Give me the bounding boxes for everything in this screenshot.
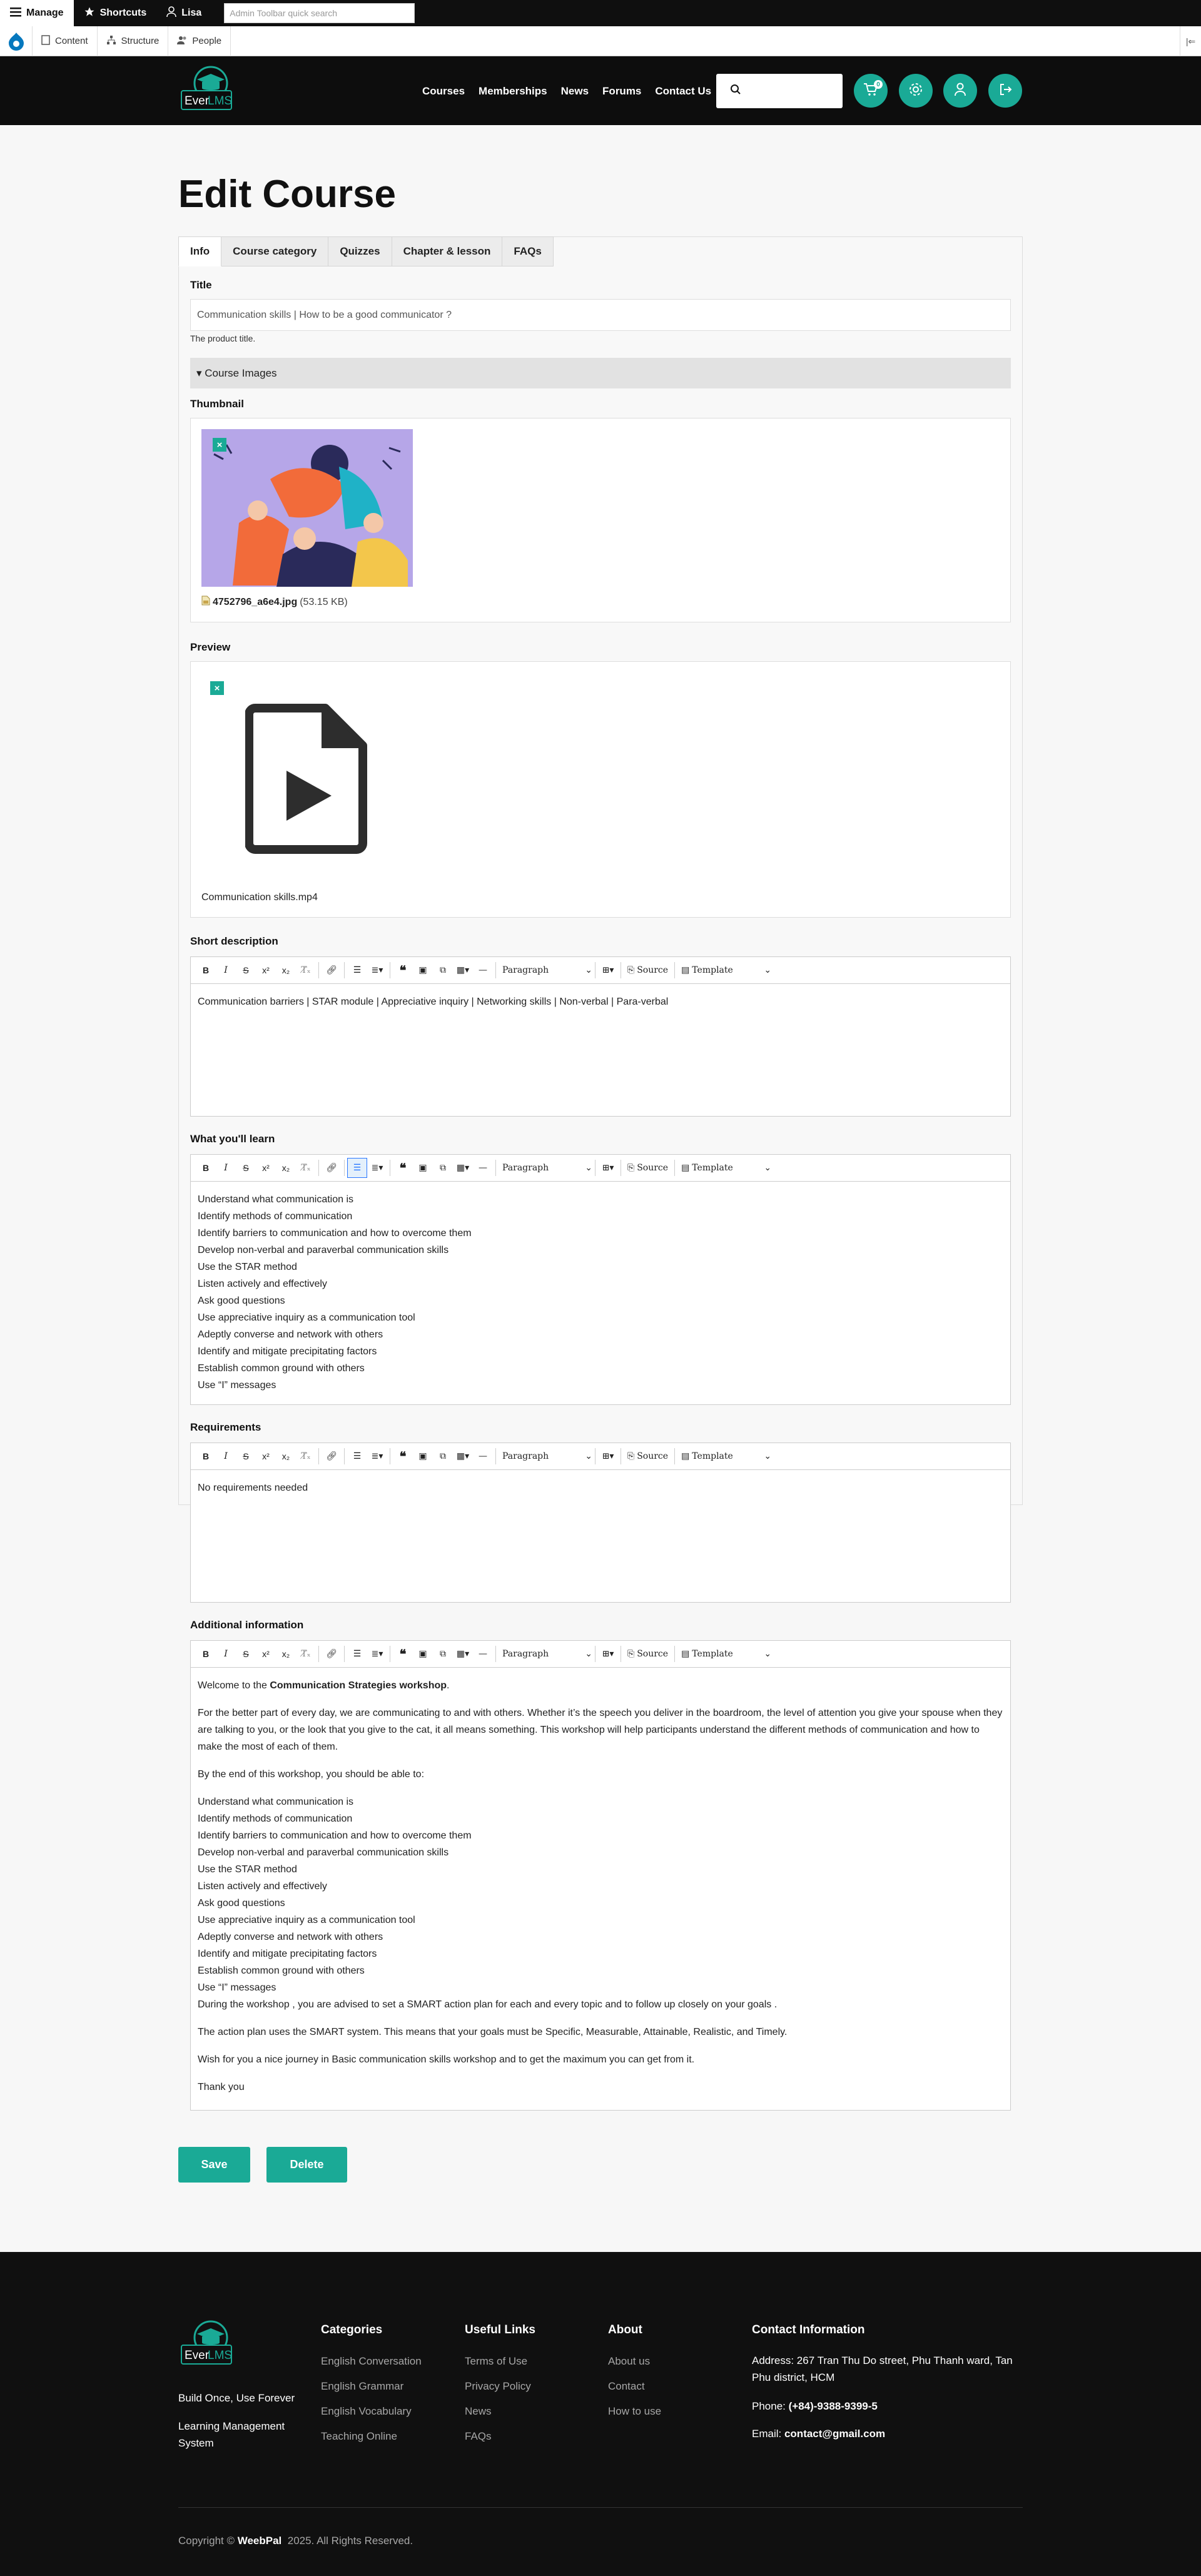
- media-embed-icon[interactable]: ⊞▾: [602, 1649, 614, 1659]
- strikethrough-icon[interactable]: S: [243, 1163, 249, 1173]
- thumbnail-file-link[interactable]: 4752796_a6e4.jpg: [213, 596, 298, 607]
- editor-toolbar: [191, 1641, 1010, 1668]
- welcome-text: Welcome to the: [198, 1680, 270, 1691]
- star-icon: [84, 6, 95, 21]
- chevron-down-icon: ⌄: [764, 965, 772, 975]
- short-description-content[interactable]: [191, 985, 1010, 1116]
- blockquote-icon[interactable]: ❝: [399, 1161, 407, 1175]
- image-insert-icon[interactable]: ⧉: [440, 965, 446, 975]
- media-embed-icon[interactable]: ⊞▾: [602, 965, 614, 975]
- footer-address: Address: 267 Tran Thu Do street, Phu Thanh ward, Tan Phu district, HCM: [752, 2355, 1013, 2383]
- chevron-down-icon: ⌄: [764, 1451, 772, 1461]
- footer-about-title: About: [608, 2323, 642, 2336]
- editor-toolbar: [191, 1443, 1010, 1470]
- objectives-list: [198, 1793, 1003, 2013]
- italic-icon[interactable]: I: [224, 1649, 228, 1659]
- tray-item-content[interactable]: [33, 26, 98, 56]
- tab-course-category[interactable]: Course category: [221, 236, 328, 266]
- structure-icon: [106, 35, 116, 48]
- copyright-suffix: 2025. All Rights Reserved.: [281, 2535, 413, 2547]
- objective-item: Ask good questions: [198, 1898, 285, 1909]
- toolbar-separator: [495, 1448, 496, 1464]
- nav-courses[interactable]: Courses: [422, 85, 465, 97]
- template-icon: ▤: [681, 1649, 690, 1659]
- account-button[interactable]: [943, 74, 977, 108]
- smart-paragraph: The action plan uses the SMART system. This means that your goals must be Specific, Measurable, Attainable, Realistic, and Timely.: [198, 2027, 788, 2037]
- paragraph-label: Paragraph: [502, 1451, 549, 1461]
- link-icon[interactable]: 🔗︎: [326, 1451, 337, 1461]
- nav-news[interactable]: News: [560, 85, 589, 97]
- toolbar-separator: [674, 1448, 675, 1464]
- editor-toolbar: [191, 957, 1010, 984]
- tab-faqs[interactable]: FAQs: [502, 236, 553, 266]
- template-dropdown[interactable]: [677, 1644, 771, 1664]
- learn-editor: [190, 1154, 1011, 1405]
- source-icon: ⎘: [627, 1163, 635, 1173]
- user-button[interactable]: [156, 0, 211, 26]
- table-icon[interactable]: ▦▾: [456, 1163, 470, 1173]
- image-insert-icon[interactable]: ⧉: [440, 1649, 446, 1659]
- wish-paragraph: Wish for you a nice journey in Basic communication skills workshop and to get the maximum you can get from it.: [198, 2054, 695, 2065]
- tray-item-structure[interactable]: [98, 26, 169, 56]
- copyright-brand[interactable]: WeebPal: [237, 2535, 282, 2547]
- link-icon[interactable]: 🔗︎: [326, 1649, 337, 1659]
- learn-item: Adeptly converse and network with others: [198, 1329, 383, 1340]
- preview-label: Preview: [190, 641, 231, 653]
- form-tabs: [178, 236, 554, 266]
- toolbar-separator: [495, 1646, 496, 1662]
- media-embed-icon[interactable]: ⊞▾: [602, 1163, 614, 1173]
- preview-file-name: Communication skills.mp4: [201, 892, 318, 903]
- paragraph-dropdown[interactable]: [499, 1446, 592, 1466]
- learn-item: Listen actively and effectively: [198, 1279, 327, 1289]
- bulleted-list-icon[interactable]: ☰: [353, 1451, 362, 1461]
- italic-icon[interactable]: I: [224, 1163, 228, 1173]
- nav-forums[interactable]: Forums: [602, 85, 642, 97]
- bulleted-list-icon[interactable]: ☰: [353, 1649, 362, 1659]
- numbered-list-icon[interactable]: ≣▾: [371, 1649, 383, 1659]
- logo-text-lms: LMS: [208, 2349, 233, 2362]
- image-upload-icon[interactable]: ▣: [418, 965, 427, 975]
- settings-button[interactable]: [899, 74, 933, 108]
- toolbar-separator: [318, 1160, 319, 1176]
- requirements-text: No requirements needed: [198, 1483, 308, 1493]
- link-icon[interactable]: 🔗︎: [326, 965, 337, 975]
- short-description-label: Short description: [190, 935, 278, 947]
- tray-item-label: People: [192, 36, 222, 46]
- template-icon: ▤: [681, 1451, 690, 1461]
- paragraph-label: Paragraph: [502, 1163, 549, 1173]
- main-nav: [422, 79, 711, 104]
- superscript-icon[interactable]: x²: [262, 1163, 270, 1173]
- template-dropdown[interactable]: [677, 960, 771, 980]
- image-upload-icon[interactable]: ▣: [418, 1649, 427, 1659]
- search-icon[interactable]: [730, 84, 741, 98]
- bold-icon[interactable]: B: [202, 965, 210, 975]
- numbered-list-icon[interactable]: ≣▾: [371, 1451, 383, 1461]
- requirements-label: Requirements: [190, 1421, 261, 1433]
- template-label: Template: [692, 1163, 733, 1173]
- email-label: Email:: [752, 2428, 784, 2440]
- admin-tray: [0, 26, 1201, 56]
- people-icon: [177, 35, 187, 48]
- tab-quizzes[interactable]: Quizzes: [328, 236, 392, 266]
- footer-logo[interactable]: [178, 2319, 235, 2372]
- requirements-editor: [190, 1443, 1011, 1603]
- table-icon[interactable]: ▦▾: [456, 965, 470, 975]
- source-label: Source: [637, 1451, 669, 1461]
- short-description-text: Communication barriers | STAR module | Appreciative inquiry | Networking skills | Non-verbal | Para-verbal: [198, 996, 669, 1007]
- footer-tagline: Build Once, Use Forever: [178, 2392, 295, 2404]
- footer-link-about-us[interactable]: About us: [608, 2355, 651, 2367]
- close-icon: ×: [214, 682, 220, 694]
- learn-item: Identify methods of communication: [198, 1211, 353, 1222]
- logo-text-ever: Ever: [185, 94, 210, 108]
- chevron-down-icon: ⌄: [764, 1163, 772, 1173]
- table-icon[interactable]: ▦▾: [456, 1649, 470, 1659]
- source-icon: ⎘: [627, 1451, 635, 1461]
- learn-item: Establish common ground with others: [198, 1363, 365, 1374]
- chevron-down-icon: ⌄: [585, 1163, 592, 1173]
- strikethrough-icon[interactable]: S: [243, 1451, 249, 1461]
- blockquote-icon[interactable]: ❝: [399, 963, 407, 978]
- learn-item: Use appreciative inquiry as a communication tool: [198, 1312, 415, 1323]
- image-insert-icon[interactable]: ⧉: [440, 1451, 446, 1461]
- link-icon[interactable]: 🔗︎: [326, 1163, 337, 1173]
- learn-item: Ask good questions: [198, 1296, 285, 1306]
- manage-label: Manage: [26, 8, 64, 18]
- logout-icon: [998, 83, 1012, 99]
- image-upload-icon[interactable]: ▣: [418, 1451, 427, 1461]
- footer-contact-title: Contact Information: [752, 2323, 865, 2336]
- paragraph-label: Paragraph: [502, 965, 549, 975]
- subscript-icon[interactable]: x₂: [281, 1649, 290, 1659]
- paragraph-dropdown[interactable]: [499, 1644, 592, 1664]
- editor-toolbar: [191, 1155, 1010, 1182]
- requirements-content[interactable]: [191, 1471, 1010, 1602]
- table-icon[interactable]: ▦▾: [456, 1451, 470, 1461]
- media-embed-icon[interactable]: ⊞▾: [602, 1451, 614, 1461]
- source-button[interactable]: [624, 1446, 672, 1466]
- toolbar-separator: [344, 962, 345, 978]
- thumbnail-image: [201, 429, 413, 587]
- delete-button[interactable]: Delete: [266, 2147, 347, 2183]
- strikethrough-icon[interactable]: S: [243, 965, 249, 975]
- footer-divider: [178, 2507, 1023, 2508]
- thumbnail-file-info: [201, 596, 348, 609]
- toolbar-separator: [344, 1646, 345, 1662]
- manage-button[interactable]: [0, 0, 74, 26]
- horizontal-line-icon[interactable]: —: [479, 1451, 487, 1461]
- footer-link-contact[interactable]: Contact: [608, 2380, 645, 2392]
- remove-thumbnail-button[interactable]: [213, 438, 226, 452]
- document-icon: [41, 35, 50, 48]
- tray-orientation-icon[interactable]: |⇐: [1180, 26, 1201, 56]
- save-button[interactable]: Save: [178, 2147, 250, 2183]
- remove-format-icon[interactable]: T̸ₓ: [301, 1451, 311, 1461]
- numbered-list-icon[interactable]: ≣▾: [371, 965, 383, 975]
- title-description: The product title.: [190, 333, 256, 343]
- footer-categories-title: Categories: [321, 2323, 383, 2336]
- bulleted-list-icon[interactable]: ☰: [353, 965, 362, 975]
- thumbnail-label: Thumbnail: [190, 398, 244, 410]
- bold-icon[interactable]: B: [202, 1649, 210, 1659]
- objective-item: Identify and mitigate precipitating factors: [198, 1949, 377, 1959]
- remove-preview-button[interactable]: [210, 681, 224, 695]
- objective-item: Develop non-verbal and paraverbal communication skills: [198, 1847, 449, 1858]
- learn-item: Identify and mitigate precipitating factors: [198, 1346, 377, 1357]
- paragraph-label: Paragraph: [502, 1649, 549, 1659]
- learn-item: Develop non-verbal and paraverbal communication skills: [198, 1245, 449, 1255]
- learn-item: Understand what communication is: [198, 1194, 354, 1205]
- superscript-icon[interactable]: x²: [262, 965, 270, 975]
- objective-item: Use appreciative inquiry as a communication tool: [198, 1915, 415, 1925]
- blockquote-icon[interactable]: ❝: [399, 1449, 407, 1464]
- footer-link-english-conversation[interactable]: English Conversation: [321, 2355, 422, 2367]
- video-file-icon: [245, 703, 368, 858]
- source-label: Source: [637, 965, 669, 975]
- thanks-paragraph: Thank you: [198, 2082, 245, 2092]
- subscript-icon[interactable]: x₂: [281, 1163, 290, 1173]
- remove-format-icon[interactable]: T̸ₓ: [301, 1163, 311, 1173]
- user-icon: [166, 6, 176, 21]
- bold-icon[interactable]: B: [202, 1163, 210, 1173]
- intro-paragraph: For the better part of every day, we are communicating to and with others. Whether it’s the speech you deliver in the boardroom, the level of attention you give your spouse when they are talking to you, or the look that you give to the cat, it all means something. This workshop will help participants understand the different methods of communication and how to make the most of each of them.: [198, 1708, 1003, 1752]
- admin-toolbar: [0, 0, 1201, 26]
- paragraph-dropdown[interactable]: [499, 960, 592, 980]
- footer-link-teaching-online[interactable]: Teaching Online: [321, 2430, 397, 2442]
- remove-format-icon[interactable]: T̸ₓ: [301, 1649, 311, 1659]
- horizontal-line-icon[interactable]: —: [479, 965, 487, 975]
- source-label: Source: [637, 1163, 669, 1173]
- objectives-intro: By the end of this workshop, you should be able to:: [198, 1769, 425, 1780]
- footer-phone: [752, 2398, 878, 2415]
- paragraph-dropdown[interactable]: [499, 1158, 592, 1178]
- objective-item: Use “I” messages: [198, 1982, 276, 1993]
- tray-item-people[interactable]: [168, 26, 231, 56]
- footer-link-news[interactable]: News: [465, 2405, 492, 2417]
- site-footer: [0, 2252, 1201, 2576]
- image-file-icon: [201, 596, 210, 609]
- image-insert-icon[interactable]: ⧉: [440, 1163, 446, 1173]
- template-label: Template: [692, 1451, 733, 1461]
- close-icon: ×: [216, 439, 223, 450]
- source-icon: ⎘: [627, 965, 635, 975]
- template-icon: ▤: [681, 1163, 690, 1173]
- learn-item: Identify barriers to communication and how to overcome them: [198, 1228, 472, 1239]
- tab-info[interactable]: Info: [178, 236, 221, 266]
- objective-item: During the workshop , you are advised to set a SMART action plan for each and every topic and to follow up closely on your goals .: [198, 1999, 778, 2010]
- subscript-icon[interactable]: x₂: [281, 1451, 290, 1461]
- template-icon: ▤: [681, 965, 690, 975]
- page-title: Edit Course: [178, 173, 396, 216]
- tray-item-label: Structure: [121, 36, 160, 46]
- logo-text-ever: Ever: [185, 2349, 210, 2362]
- objective-item: Adeptly converse and network with others: [198, 1932, 383, 1942]
- phone-label: Phone:: [752, 2400, 789, 2412]
- cart-count-badge: 0: [874, 80, 883, 89]
- welcome-paragraph: [198, 1677, 1003, 1694]
- toolbar-separator: [674, 1646, 675, 1662]
- footer-link-faqs[interactable]: FAQs: [465, 2430, 492, 2442]
- toolbar-separator: [674, 962, 675, 978]
- toolbar-separator: [318, 1448, 319, 1464]
- footer-link-terms[interactable]: Terms of Use: [465, 2355, 528, 2367]
- subscript-icon[interactable]: x₂: [281, 965, 290, 975]
- footer-link-privacy[interactable]: Privacy Policy: [465, 2380, 531, 2392]
- learn-label: What you'll learn: [190, 1133, 275, 1145]
- source-button[interactable]: [624, 1644, 672, 1664]
- course-images-summary[interactable]: ▾ Course Images: [190, 358, 1011, 388]
- toolbar-separator: [344, 1160, 345, 1176]
- logo-text-lms: LMS: [208, 94, 233, 108]
- italic-icon[interactable]: I: [224, 1451, 228, 1461]
- objective-item: Listen actively and effectively: [198, 1881, 327, 1892]
- italic-icon[interactable]: I: [224, 965, 228, 975]
- cart-button[interactable]: [854, 74, 888, 108]
- footer-link-english-vocabulary[interactable]: English Vocabulary: [321, 2405, 412, 2417]
- additional-info-editor: [190, 1640, 1011, 2111]
- toolbar-separator: [674, 1160, 675, 1176]
- footer-copyright: [178, 2535, 413, 2547]
- source-button[interactable]: [624, 1158, 672, 1178]
- superscript-icon[interactable]: x²: [262, 1451, 270, 1461]
- copyright-prefix: Copyright ©: [178, 2535, 238, 2547]
- template-dropdown[interactable]: [677, 1446, 771, 1466]
- numbered-list-icon[interactable]: ≣▾: [371, 1163, 383, 1173]
- learn-item: Use “I” messages: [198, 1380, 276, 1391]
- toolbar-separator: [318, 962, 319, 978]
- additional-info-content[interactable]: [191, 1668, 1010, 2110]
- nav-memberships[interactable]: Memberships: [479, 85, 547, 97]
- toolbar-separator: [318, 1646, 319, 1662]
- source-icon: ⎘: [627, 1649, 635, 1659]
- welcome-end: .: [447, 1680, 450, 1691]
- short-description-editor: [190, 956, 1011, 1117]
- header-search-input[interactable]: [716, 74, 843, 108]
- learn-content[interactable]: [191, 1182, 1010, 1404]
- drupal-icon[interactable]: [0, 26, 33, 56]
- user-label: Lisa: [181, 8, 202, 18]
- additional-info-label: Additional information: [190, 1619, 304, 1631]
- tray-item-label: Content: [55, 36, 88, 46]
- email-value[interactable]: contact@gmail.com: [784, 2428, 886, 2440]
- nav-contact[interactable]: Contact Us: [655, 85, 712, 97]
- bulleted-list-icon[interactable]: ☰: [347, 1158, 367, 1178]
- toolbar-search-input[interactable]: Admin Toolbar quick search: [224, 3, 415, 23]
- footer-subtagline: Learning Management System: [178, 2420, 285, 2449]
- chevron-down-icon: ⌄: [585, 1451, 592, 1461]
- thumbnail-file-size: (53.15 KB): [300, 596, 348, 607]
- shortcuts-button[interactable]: [74, 0, 157, 26]
- image-upload-icon[interactable]: ▣: [418, 1163, 427, 1173]
- chevron-down-icon: ⌄: [585, 1649, 592, 1659]
- shortcuts-label: Shortcuts: [99, 8, 147, 18]
- footer-link-english-grammar[interactable]: English Grammar: [321, 2380, 404, 2392]
- template-dropdown[interactable]: [677, 1158, 771, 1178]
- objective-item: Identify methods of communication: [198, 1813, 353, 1824]
- tab-chapter-lesson[interactable]: Chapter & lesson: [392, 236, 503, 266]
- gear-icon: [908, 82, 923, 100]
- objective-item: Understand what communication is: [198, 1797, 354, 1807]
- chevron-down-icon: ⌄: [585, 965, 592, 975]
- workshop-name: Communication Strategies workshop: [270, 1680, 447, 1691]
- blockquote-icon[interactable]: ❝: [399, 1647, 407, 1661]
- site-logo[interactable]: [178, 64, 235, 118]
- footer-links-title: Useful Links: [465, 2323, 535, 2336]
- toolbar-separator: [495, 962, 496, 978]
- bold-icon[interactable]: B: [202, 1451, 210, 1461]
- template-label: Template: [692, 1649, 733, 1659]
- hamburger-icon: [10, 7, 21, 20]
- superscript-icon[interactable]: x²: [262, 1649, 270, 1659]
- logout-button[interactable]: [988, 74, 1022, 108]
- phone-value[interactable]: (+84)-9388-9399-5: [788, 2400, 878, 2412]
- source-label: Source: [637, 1649, 669, 1659]
- objective-item: Use the STAR method: [198, 1864, 297, 1875]
- learn-item: Use the STAR method: [198, 1262, 297, 1272]
- remove-format-icon[interactable]: T̸ₓ: [301, 965, 311, 975]
- strikethrough-icon[interactable]: S: [243, 1649, 249, 1659]
- source-button[interactable]: [624, 960, 672, 980]
- objective-item: Establish common ground with others: [198, 1965, 365, 1976]
- toolbar-separator: [495, 1160, 496, 1176]
- footer-email: [752, 2425, 885, 2442]
- toolbar-separator: [344, 1448, 345, 1464]
- title-input[interactable]: Communication skills | How to be a good communicator ?: [190, 299, 1011, 331]
- horizontal-line-icon[interactable]: —: [479, 1163, 487, 1173]
- chevron-down-icon: ⌄: [764, 1649, 772, 1659]
- objective-item: Identify barriers to communication and how to overcome them: [198, 1830, 472, 1841]
- template-label: Template: [692, 965, 733, 975]
- user-icon: [954, 83, 966, 99]
- horizontal-line-icon[interactable]: —: [479, 1649, 487, 1659]
- title-label: Title: [190, 279, 212, 291]
- footer-link-how-to-use[interactable]: How to use: [608, 2405, 662, 2417]
